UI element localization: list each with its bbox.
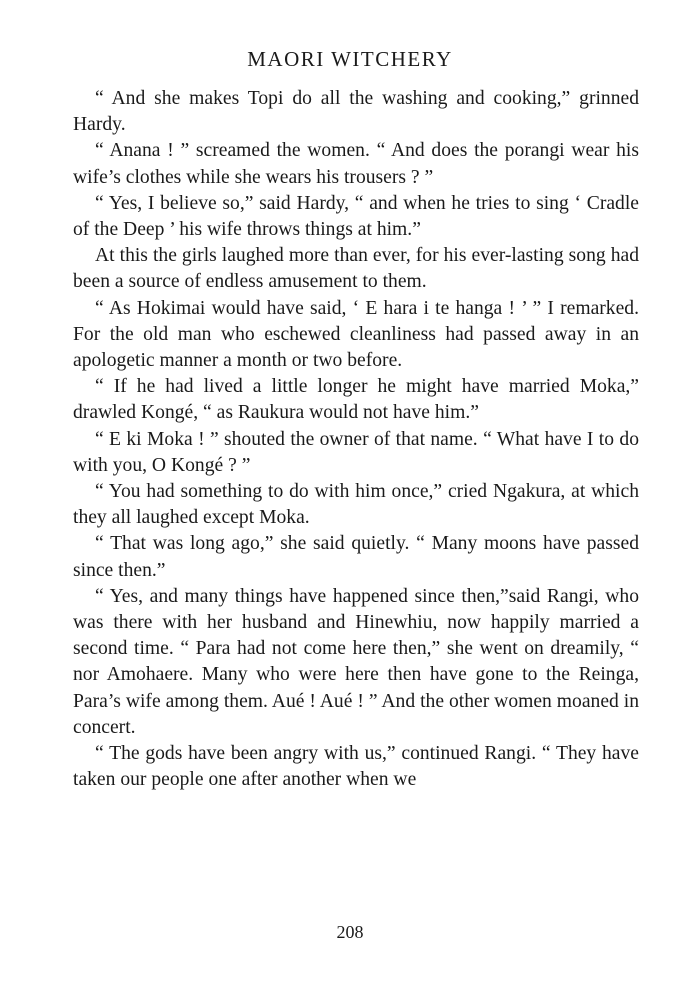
paragraph: “ E ki Moka ! ” shouted the owner of that name. “ What have I to do with you, O Kongé ? ” — [73, 428, 639, 476]
paragraph: “ And she makes Topi do all the washing and cooking,” grinned Hardy. — [73, 88, 639, 136]
paragraph: “ If he had lived a little longer he might have married Moka,” drawled Kongé, “ as Raukura would not have him.” — [73, 376, 639, 424]
running-title: MAORI WITCHERY — [247, 47, 453, 71]
paragraph: “ You had something to do with him once,” cried Ngakura, at which they all laughed except Moka. — [73, 481, 639, 529]
page-number: 208 — [336, 922, 364, 942]
paragraph: “ Anana ! ” screamed the women. “ And does the porangi wear his wife’s clothes while she wears his trousers ? ” — [73, 140, 639, 188]
paragraph: “ Yes, and many things have happened since then,”said Rangi, who was there with her husband and Hinewhiu, now happily married a second time. “ Para had not come here then,” she went on dreamily, “ nor Amohaere. Many who were here then have gone to the Reinga, Para’s wife among them. Aué ! Aué ! ” And the other women moaned in concert. — [73, 585, 639, 738]
paragraph: At this the girls laughed more than ever, for his ever-lasting song had been a source of endless amusement to them. — [73, 245, 639, 293]
paragraph: “ That was long ago,” she said quietly. “ Many moons have passed since then.” — [73, 533, 639, 581]
paragraph: “ Yes, I believe so,” said Hardy, “ and when he tries to sing ‘ Cradle of the Deep ’ his wife throws things at him.” — [73, 192, 639, 241]
paragraph: “ The gods have been angry with us,” continued Rangi. “ They have taken our people one after another when we — [73, 743, 639, 791]
body-text — [73, 86, 639, 793]
paragraph: “ As Hokimai would have said, ‘ E hara i te hanga ! ’ ” I remarked. For the old man who eschewed cleanliness had passed away in an apologetic manner a month or two before. — [73, 297, 639, 372]
